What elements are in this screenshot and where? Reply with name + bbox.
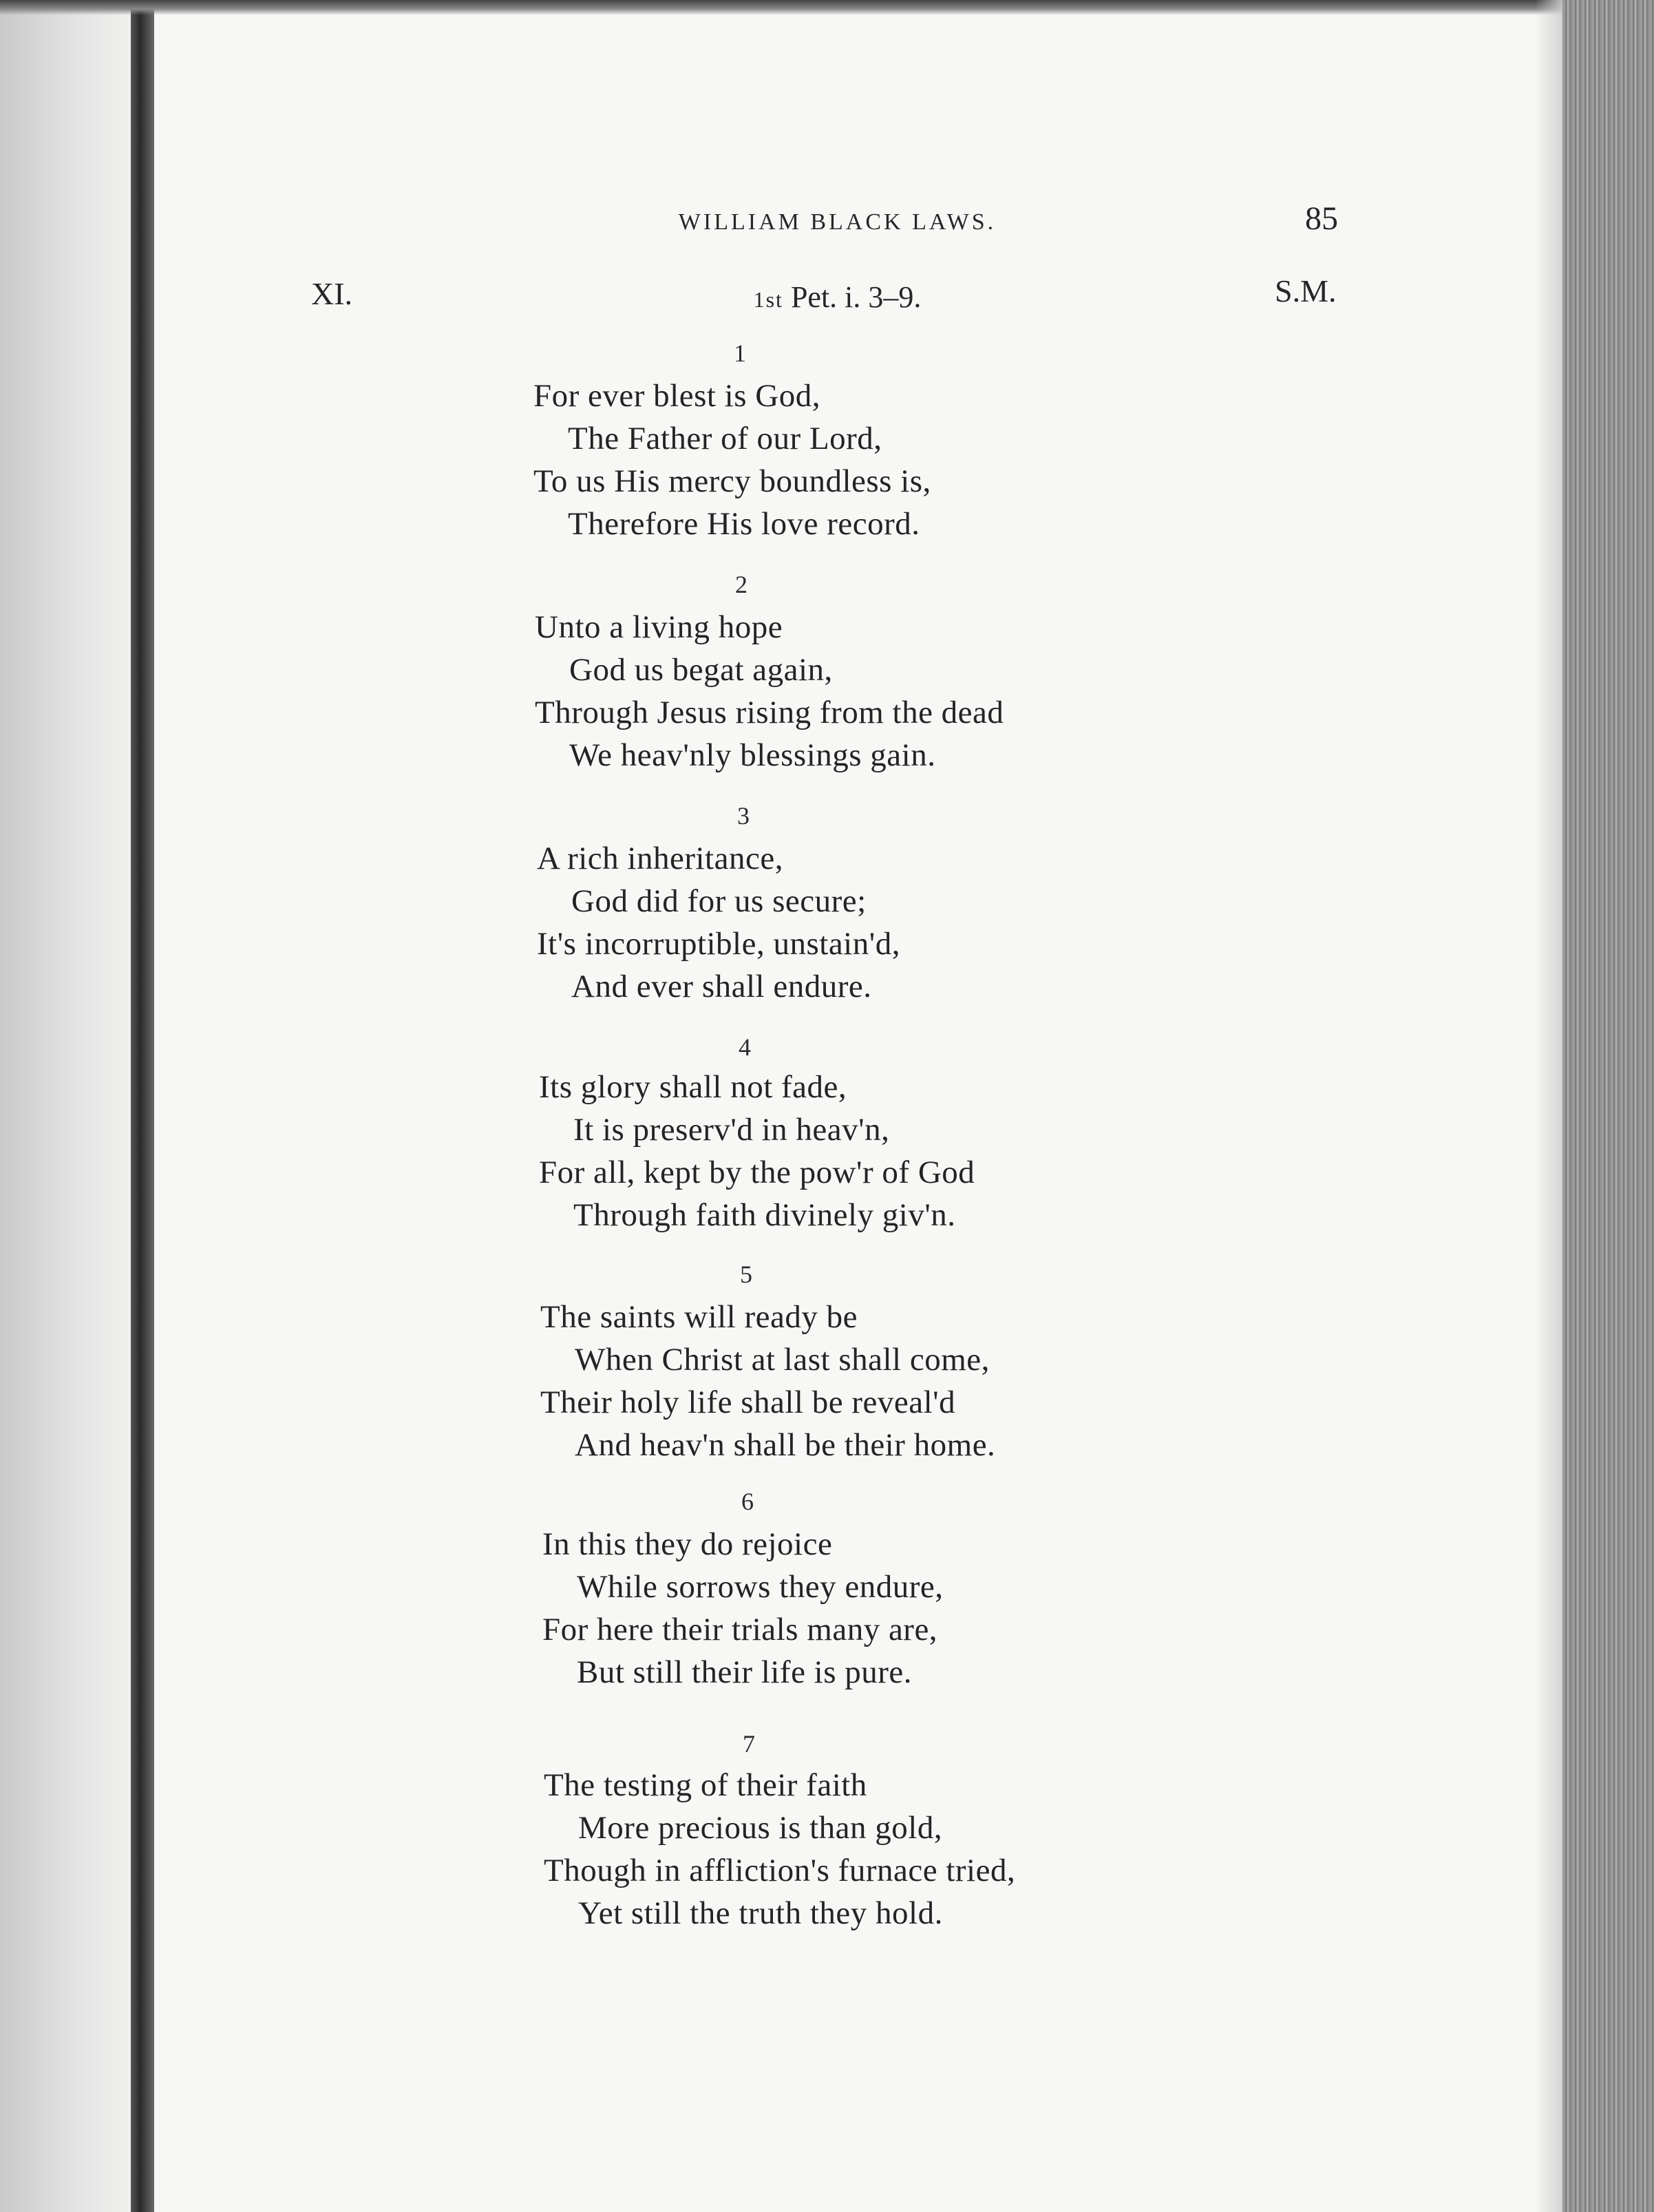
verse-line: When Christ at last shall come, <box>575 1342 990 1378</box>
verse-line: More precious is than gold, <box>578 1810 943 1846</box>
verse-line: For here their trials many are, <box>542 1612 938 1647</box>
stanza-number: 5 <box>740 1261 752 1288</box>
stanza-number: 4 <box>739 1033 751 1061</box>
page-number: 85 <box>1305 200 1338 237</box>
verse-line: God did for us secure; <box>571 883 867 919</box>
verse-line: And heav'n shall be their home. <box>575 1427 996 1463</box>
verse-line: Their holy life shall be reveal'd <box>540 1384 956 1420</box>
page-edges-stack <box>1562 0 1654 2212</box>
book-binding-edge <box>131 0 154 2212</box>
running-head: WILLIAM BLACK LAWS. <box>678 209 997 235</box>
verse-line: Its glory shall not fade, <box>539 1069 847 1105</box>
stanza-number: 2 <box>735 571 748 598</box>
verse-line: Though in affliction's furnace tried, <box>544 1853 1016 1888</box>
stanza-number: 7 <box>743 1730 755 1758</box>
verse-line: Through faith divinely giv'n. <box>573 1197 956 1233</box>
verse-line: But still their life is pure. <box>577 1654 913 1690</box>
verse-line: For all, kept by the pow'r of God <box>539 1155 975 1190</box>
verse-line: While sorrows they endure, <box>577 1569 944 1605</box>
verse-line: And ever shall endure. <box>571 969 872 1004</box>
hymn-number: XI. <box>311 276 353 311</box>
stanza-number: 3 <box>737 802 750 830</box>
verse-line: Unto a living hope <box>535 609 783 645</box>
left-margin-shadow <box>0 0 131 2212</box>
reference-rest: i. 3–9. <box>837 280 922 314</box>
verse-line: To us His mercy boundless is, <box>533 463 931 499</box>
verse-line: It's incorruptible, unstain'd, <box>537 926 900 962</box>
verse-line: A rich inheritance, <box>537 841 783 876</box>
verse-line: God us begat again, <box>569 652 833 688</box>
stanza-number: 1 <box>734 339 746 367</box>
verse-line: In this they do rejoice <box>542 1526 833 1562</box>
verse-line: The testing of their faith <box>544 1767 867 1803</box>
verse-line: Therefore His love record. <box>568 506 920 542</box>
reference-book: Pet. <box>790 280 838 314</box>
verse-line: The Father of our Lord, <box>568 421 882 456</box>
verse-line: It is preserv'd in heav'n, <box>573 1112 890 1148</box>
verse-line: Yet still the truth they hold. <box>578 1895 943 1931</box>
verse-line: For ever blest is God, <box>533 378 820 414</box>
top-edge-shadow <box>0 0 1654 15</box>
reference-prefix: 1st <box>753 287 783 312</box>
stanza-number: 6 <box>741 1488 754 1515</box>
verse-line: Through Jesus rising from the dead <box>535 695 1004 730</box>
scripture-reference <box>0 282 1654 313</box>
verse-line: We heav'nly blessings gain. <box>569 737 936 773</box>
meter-label: S.M. <box>1275 273 1337 308</box>
right-edge-shadow <box>1535 0 1566 2212</box>
verse-line: The saints will ready be <box>540 1299 858 1335</box>
